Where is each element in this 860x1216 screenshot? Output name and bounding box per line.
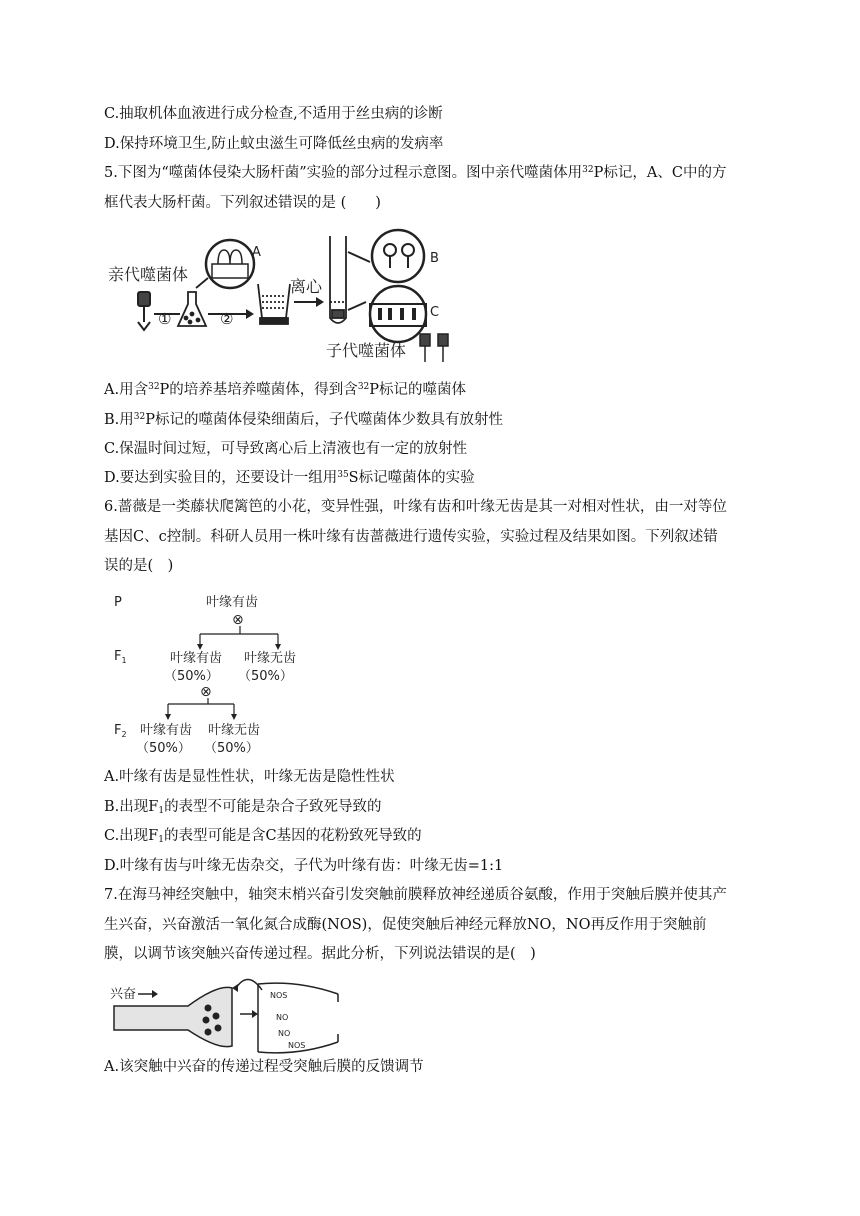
option-d-q5	[104, 468, 475, 488]
self-cross-symbol-2: ⊗	[200, 684, 212, 700]
text: 5.下图为“噬菌体侵染大肠杆菌”实验的部分过程示意图。图中亲代噬菌体用	[104, 165, 583, 181]
option-a-q6: A.叶缘有齿是显性性状，叶缘无齿是隐性性状	[104, 769, 395, 785]
option-b-q5	[104, 410, 503, 430]
centrifuge-label: 离心	[290, 277, 323, 296]
f1-generation-label: $F_1$	[114, 649, 127, 665]
offspring-phage-label: 子代噬菌体	[326, 341, 407, 360]
result-b-circle	[372, 230, 424, 282]
step-2-label: ②	[220, 310, 234, 328]
question-5-line-2: 框代表大肠杆菌。下列叙述错误的是 ( )	[104, 195, 381, 211]
text: B.用	[104, 412, 134, 428]
phage-experiment-figure	[108, 222, 458, 370]
f1-right-percent: （50%）	[238, 669, 293, 684]
offspring-phage-icon	[420, 334, 448, 362]
label-b: B	[430, 251, 439, 266]
question-7-line-1: 7.在海马神经突触中，轴突末梢兴奋引发突触前膜释放神经递质谷氨酸，作用于突触后膜并使其产	[104, 887, 727, 903]
parent-phenotype: 叶缘有齿	[206, 595, 259, 610]
text: B.出现F	[104, 799, 159, 815]
text: P标记的噬菌体	[369, 382, 467, 398]
nos-label-1: NOS	[270, 991, 288, 1000]
superscript: 32	[148, 382, 160, 392]
text: 的表型不可能是杂合子致死导致的	[164, 799, 382, 815]
question-6-line-1: 6.蔷薇是一类藤状爬篱笆的小花，变异性强，叶缘有齿和叶缘无齿是其一对相对性状，由一对等位	[104, 499, 727, 515]
parent-phage-label: 亲代噬菌体	[108, 265, 189, 284]
question-6-line-3: 误的是( )	[104, 558, 174, 574]
inheritance-figure	[108, 588, 298, 758]
label-c: C	[430, 305, 440, 320]
text: P的培养基培养噬菌体，得到含	[159, 382, 358, 398]
step-1-label: ①	[158, 310, 172, 328]
option-d-q4: D.保持环境卫生,防止蚊虫滋生可降低丝虫病的发病率	[104, 136, 444, 152]
nos-label-2: NOS	[288, 1041, 306, 1050]
result-c-circle	[370, 286, 426, 342]
text: P标记，A、C中的方	[593, 165, 727, 181]
question-5-line-1	[104, 163, 726, 183]
excitation-label: 兴奋	[110, 987, 137, 1002]
question-7-line-2: 生兴奋，兴奋激活一氧化氮合成酶(NOS)，促使突触后神经元释放NO，NO再反作用于突触前	[104, 917, 707, 933]
superscript: 32	[582, 165, 594, 175]
f2-left-phenotype: 叶缘有齿	[140, 723, 193, 738]
subscript: 1	[158, 806, 165, 816]
bacteria-a-circle	[206, 240, 254, 288]
superscript: 32	[357, 382, 370, 392]
superscript: 35	[337, 470, 349, 480]
test-tube-icon	[330, 236, 346, 323]
f2-left-percent: （50%）	[136, 741, 191, 756]
option-a-q7: A.该突触中兴奋的传递过程受突触后膜的反馈调节	[104, 1059, 424, 1075]
text: C.出现F	[104, 828, 159, 844]
f1-left-phenotype: 叶缘有齿	[170, 651, 223, 666]
no-label-2: NO	[278, 1029, 291, 1038]
text: A.用含	[104, 382, 149, 398]
option-a-q5	[104, 380, 466, 400]
text: D.要达到实验目的，还要设计一组用	[104, 470, 338, 486]
f2-generation-label: $F_2$	[114, 723, 127, 739]
superscript: 32	[133, 412, 146, 422]
f2-right-phenotype: 叶缘无齿	[208, 723, 261, 738]
p-generation-label: P	[114, 595, 122, 610]
question-7-line-3: 膜，以调节该突触兴奋传递过程。据此分析，下列说法错误的是( )	[104, 946, 536, 962]
beaker-icon	[258, 284, 290, 324]
no-label-1: NO	[276, 1013, 289, 1022]
flask-icon	[178, 292, 206, 326]
subscript: 1	[158, 835, 164, 845]
text: 的表型可能是含C基因的花粉致死导致的	[163, 828, 422, 844]
text: P标记的噬菌体侵染细菌后，子代噬菌体少数具有放射性	[145, 412, 503, 428]
synapse-figure	[108, 974, 348, 1056]
option-b-q6	[104, 797, 382, 817]
question-6-line-2: 基因C、c控制。科研人员用一株叶缘有齿蔷薇进行遗传实验，实验过程及结果如图。下列叙述错	[104, 529, 718, 545]
label-a: A	[252, 245, 261, 260]
f1-left-percent: （50%）	[164, 669, 219, 684]
text: S标记噬菌体的实验	[348, 470, 475, 486]
f1-right-phenotype: 叶缘无齿	[244, 651, 297, 666]
parent-phage-icon	[138, 292, 150, 330]
f2-right-percent: （50%）	[204, 741, 259, 756]
option-c-q4: C.抽取机体血液进行成分检查,不适用于丝虫病的诊断	[104, 106, 443, 122]
self-cross-symbol-1: ⊗	[232, 612, 244, 628]
option-c-q5: C.保温时间过短，可导致离心后上清液也有一定的放射性	[104, 441, 468, 457]
option-d-q6: D.叶缘有齿与叶缘无齿杂交，子代为叶缘有齿：叶缘无齿=1:1	[104, 858, 504, 874]
option-c-q6	[104, 826, 422, 846]
